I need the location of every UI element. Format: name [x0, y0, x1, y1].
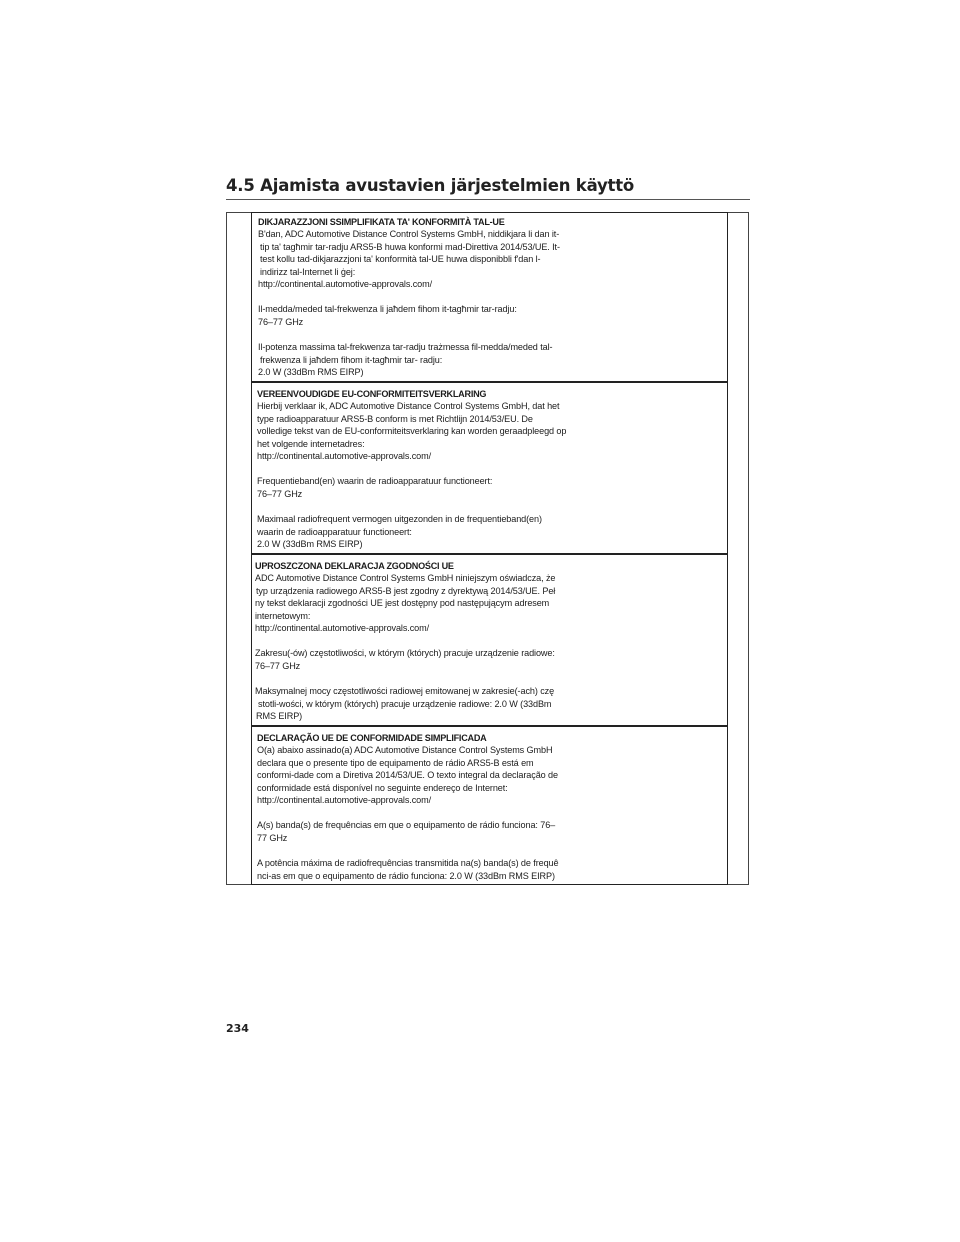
- declaration-url: http://continental.automotive-approvals.com/: [257, 451, 432, 462]
- declaration-portuguese: [251, 732, 728, 882]
- declaration-line: internetowym:: [255, 610, 311, 621]
- page-header-title: 4.5 Ajamista avustavien järjestelmien käyttö: [226, 176, 635, 195]
- section-divider: [251, 553, 728, 555]
- declaration-title: DECLARAÇÃO UE DE CONFORMIDADE SIMPLIFICADA: [257, 733, 487, 743]
- declaration-line: nci-as em que o equipamento de rádio funciona: 2.0 W (33dBm RMS EIRP): [257, 870, 555, 881]
- declaration-line: ADC Automotive Distance Control Systems GmbH niniejszym oświadcza, że: [255, 573, 556, 584]
- declaration-line: volledige tekst van de EU-conformiteitsverklaring kan worden geraadpleegd op: [257, 426, 567, 437]
- declaration-line: 2.0 W (33dBm RMS EIRP): [257, 539, 363, 550]
- declaration-line: B'dan, ADC Automotive Distance Control Systems GmbH, niddikjara li dan it-: [258, 229, 560, 240]
- declaration-line: Maximaal radiofrequent vermogen uitgezonden in de frequentieband(en): [257, 514, 542, 525]
- declaration-title: UPROSZCZONA DEKLARACJA ZGODNOŚCI UE: [255, 561, 454, 571]
- declaration-line: 76–77 GHz: [255, 660, 301, 671]
- declaration-title: VEREENVOUDIGDE EU-CONFORMITEITSVERKLARING: [257, 389, 487, 399]
- declaration-line: indirizz tal-Internet li ġej:: [260, 266, 356, 277]
- declaration-line: Frequentieband(en) waarin de radioapparatuur functioneert:: [257, 476, 493, 487]
- declaration-line: 76–77 GHz: [257, 488, 303, 499]
- declaration-url: http://continental.automotive-approvals.com/: [257, 795, 432, 806]
- declaration-line: A(s) banda(s) de frequências em que o equipamento de rádio funciona: 76–: [257, 820, 556, 831]
- declaration-line: conformidade está disponível no seguinte endereço de Internet:: [257, 782, 508, 793]
- declaration-line: 77 GHz: [257, 832, 288, 843]
- declaration-url: http://continental.automotive-approvals.com/: [255, 623, 430, 634]
- declaration-polish: [251, 560, 728, 722]
- declaration-url: http://continental.automotive-approvals.com/: [258, 279, 433, 290]
- header-rule: [226, 199, 750, 200]
- declaration-maltese: [251, 216, 728, 378]
- declaration-line: Il-potenza massima tal-frekwenza tar-radju trażmessa fil-medda/meded tal-: [258, 342, 553, 353]
- declaration-dutch: [251, 388, 728, 550]
- declaration-line: ny tekst deklaracji zgodności UE jest dostępny pod następującym adresem: [255, 598, 550, 609]
- declaration-line: Il-medda/meded tal-frekwenza li jaħdem fihom it-tagħmir tar-radju:: [258, 304, 517, 315]
- declaration-line: waarin de radioapparatuur functioneert:: [257, 526, 412, 537]
- declaration-line: conformi-dade com a Diretiva 2014/53/UE. O texto integral da declaração de: [257, 770, 558, 781]
- declaration-line: test kollu tad-dikjarazzjoni ta' konformità tal-UE huwa disponibbli f'dan l-: [260, 254, 541, 265]
- declaration-line: Maksymalnej mocy częstotliwości radiowej emitowanej w zakresie(-ach) czę: [255, 686, 555, 697]
- declaration-line: declara que o presente tipo de equipamento de rádio ARS5-B está em: [257, 757, 534, 768]
- declaration-line: A potência máxima de radiofrequências transmitida na(s) banda(s) de frequê: [257, 858, 559, 869]
- declaration-line: O(a) abaixo assinado(a) ADC Automotive Distance Control Systems GmbH: [257, 745, 553, 756]
- declaration-line: 2.0 W (33dBm RMS EIRP): [258, 367, 364, 378]
- declaration-line: frekwenza li jaħdem fihom it-tagħmir tar- radju:: [260, 354, 443, 365]
- section-divider: [251, 381, 728, 383]
- section-divider: [251, 725, 728, 727]
- page-number: 234: [226, 1022, 249, 1035]
- declaration-line: stotli-wości, w którym (których) pracuje urządzenie radiowe: 2.0 W (33dBm: [258, 698, 552, 709]
- declaration-line: RMS EIRP): [256, 711, 303, 722]
- declaration-line: Zakresu(-ów) częstotliwości, w którym (których) pracuje urządzenie radiowe:: [255, 648, 555, 659]
- declaration-line: typ urządzenia radiowego ARS5-B jest zgodny z dyrektywą 2014/53/UE. Peł: [256, 585, 556, 596]
- declaration-line: tip ta' tagħmir tar-radju ARS5-B huwa konformi mad-Direttiva 2014/53/UE. It-: [260, 241, 560, 252]
- declaration-title: DIKJARAZZJONI SSIMPLIFIKATA TA' KONFORMITÀ TAL-UE: [258, 217, 505, 227]
- declaration-line: 76–77 GHz: [258, 316, 304, 327]
- declaration-line: Hierbij verklaar ik, ADC Automotive Distance Control Systems GmbH, dat het: [257, 401, 560, 412]
- declaration-line: type radioapparatuur ARS5-B conform is met Richtlijn 2014/53/EU. De: [257, 413, 533, 424]
- declaration-line: het volgende internetadres:: [257, 438, 365, 449]
